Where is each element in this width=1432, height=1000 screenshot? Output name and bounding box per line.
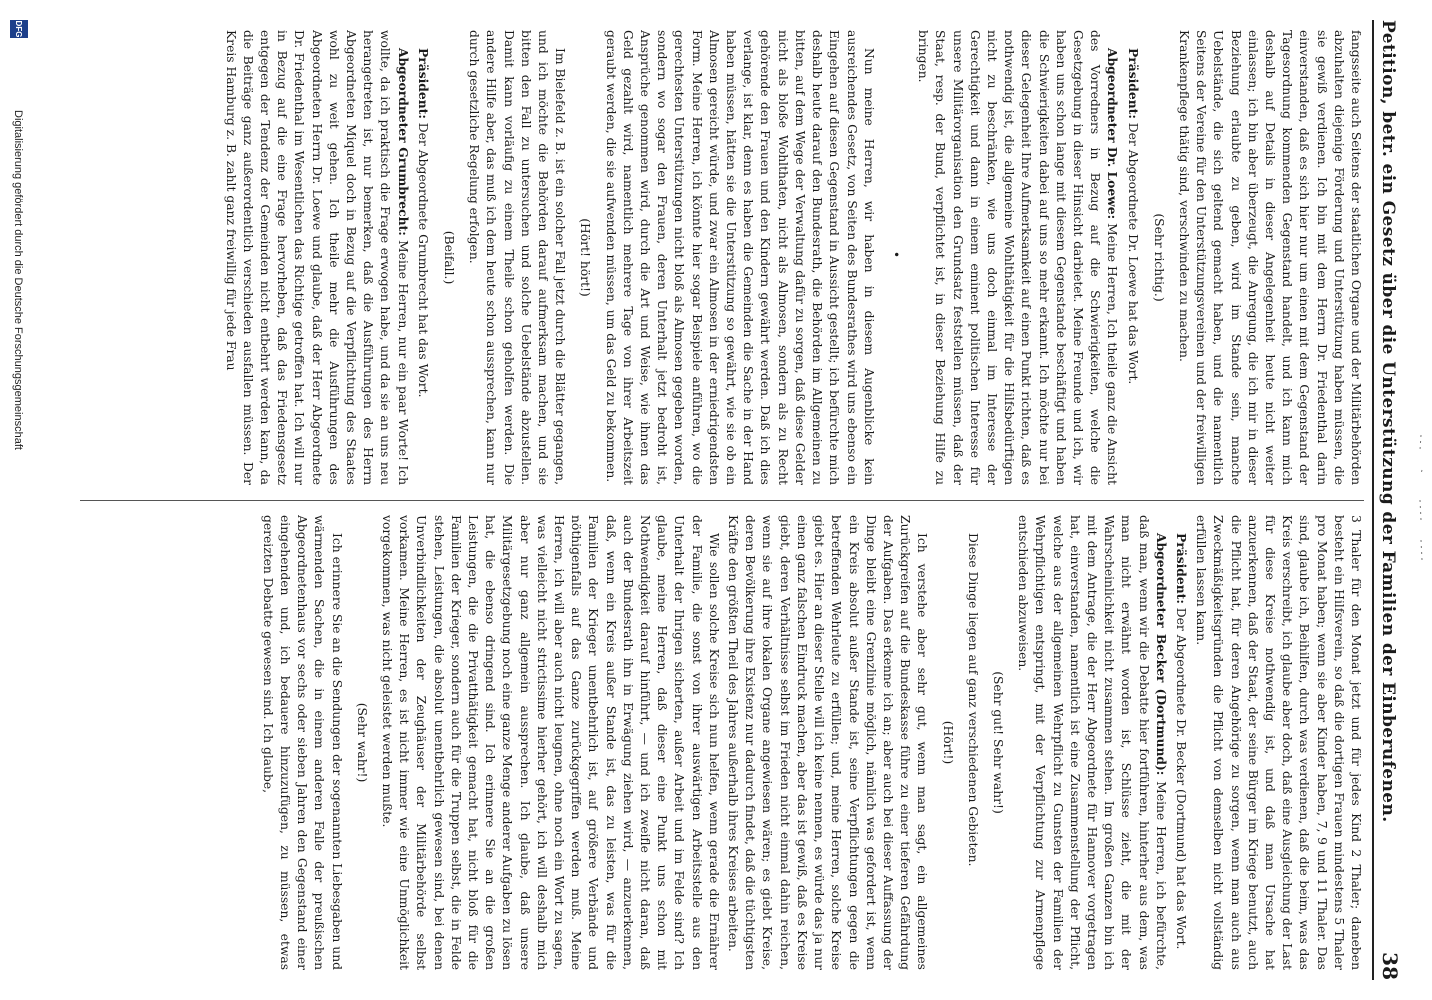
running-title: Petition, betr. ein Gesetz über die Unterstützung der Familien der Einberufenen. <box>1378 20 1398 823</box>
body-paragraph: Im Bielefeld z. B. ist ein solcher Fall jetzt durch die Blätter gegangen, und ich möchte die Behörden darauf aufmerksam machen, und sie bitten den Fall zu untersuchen und solche Uebelstände abzustellen. Damit kann vorläufig zu einem Theile schon geholfen werden. Die andere Hilfe aber, das muß ich dem heute schon aussprechen, kann nur durch gesetzliche Regelung erfolgen. <box>467 30 568 485</box>
speech-paragraph <box>1014 515 1170 970</box>
speech-text: Meine Herren, nur ein paar Worte! Ich wollte, da ich praktisch die Frage erwogen habe, und da sie an uns neu herangetreten ist, nur bemerken, daß die Ausführungen des Herrn Abgeordneten Miquel doch in Bezug auf die Verpflichtung des Staates wohl zu weit gehen. Ich theile mehr die Ausführungen des Abgeordneten Herrn Dr. Loewe und glaube, daß der Herr Abgeordnete Dr. Friedenthal im Wesentlichen das Richtige getroffen hat. Ich will nur in Bezug auf die eine Frage hervorheben, daß das Friedensgesetz entgegen der Tendenz der Gemeinden nicht entbehrt werden kann, da die Beiträge ganz außerordentlich verschieden ausfallen müssen. Der Kreis Hamburg z. B. zahlt ganz freiwillig für jede Frau <box>223 30 410 485</box>
interjection: (Sehr richtig.) <box>1151 213 1166 302</box>
speech-text: Meine Herren, Ich theile ganz die Ansicht des Vorredners in Bezug auf die Schwierigkeiten, welche die Gesetzgebung in dieser Hinsicht darbietet. Meine Freunde und ich, wir haben uns schon lange mit diesem Gegenstande beschäftigt und haben die Schwierigkeiten dabei auf uns so mehr erkannt. Ich möchte nur bei dieser Gelegenheit Ihre Aufmerksamkeit auf einen Punkt richten, daß es nothwendig ist, die allgemeine Wohlthätigkeit für die Hilfsbedürftigen nicht zu beschränken, wie uns doch einmal im Interesse der Gerechtigkeit und dann in einem eminent politischen Interesse für unsere Militärorganisation den Grundsatz feststellen müssen, daß der Staat, resp. der Bund, verpflichtet ist, in dieser Beziehung Hilfe zu bringen. <box>916 30 1120 485</box>
column-divider <box>80 500 1364 501</box>
scan-artifact <box>1416 430 1426 570</box>
page-header <box>1372 20 1408 980</box>
speech-text: Der Abgeordnete Dr. Loewe hat das Wort. <box>1125 118 1140 385</box>
body-paragraph: 3 Thaler für den Monat jetzt und für jedes Kind 2 Thaler; daneben besteht ein Hilfsverein, so daß die dortigen Frauen mindestens 5 Thaler pro Monat haben; wenn sie aber Kinder haben, 7, 9 und 11 Thaler. Das sind, glaube ich, Beihilfen, durch was verdienen, daß die beim, was das Kreis verschreibt, ich glaube aber doch, daß eine Ausgleichung der Last für diese Kreise nothwendig ist, und daß man Ursache hat anzuerkennen, daß der Staat, der seine Bürger im Kriege benutzt, auch die Pflicht hat, für deren Angehörige zu sorgen, wenn man auch aus Zweckmäßigkeitsgründen die Pflicht von demselben nicht vollständig erfüllen lassen kann. <box>1194 515 1363 970</box>
interjection: (Hört! hört!) <box>578 218 593 297</box>
speaker-name: Präsident: <box>1125 48 1141 119</box>
speaker-name: Abgeordneter Dr. Loewe: <box>1105 48 1121 220</box>
speech-paragraph <box>1172 515 1190 970</box>
body-paragraph: Diese Dinge liegen auf ganz verschiedenen Gebieten. <box>965 533 980 867</box>
interjection: (Sehr gut! Sehr wahr!) <box>990 671 1005 814</box>
speech-paragraph <box>221 30 411 485</box>
speaker-name: Präsident: <box>415 48 431 119</box>
dfg-logo: DFG <box>10 20 28 38</box>
speech-paragraph <box>914 30 1121 485</box>
interjection: (Hört!) <box>940 720 955 765</box>
speech-paragraph <box>414 30 432 485</box>
speaker-name: Präsident: <box>1173 533 1189 604</box>
right-text-column <box>80 515 1364 970</box>
speaker-name: Abgeordneter Becker (Dortmund): <box>1153 533 1169 776</box>
speaker-name: Abgeordneter Grumbrecht: <box>395 48 411 236</box>
body-paragraph: Wie sollen solche Kreise sich nun helfen, wenn gerade die Ernährer der Familie, die sonst von ihrer auswärtigen Arbeitsstelle aus den Unterhalt der Ihrigen sicherten, außer Arbeit und im Felde sind? Ich glaube, meine Herren, daß dieser eine Punkt uns schon mit Nothwendigkeit darauf hinführt, — und ich zweifle nicht daran, daß auch der Bundesrath ihn in Erwägung ziehen wird, — anzuerkennen, daß, wenn ein Kreis außer Stande ist, das zu leisten, was für die Familien der Krieger unentbehrlich ist, auf größere Verbände und nöthigenfalls auf das Ganze zurückgegriffen werden muß. Meine Herren, ich will aber auch nicht leugnen, ohne noch ein Wort zu sagen, was vielleicht nicht strictissime hierher gehört, ich will deshalb mich aber nur ganz allgemein aussprechen. Ich glaube, daß unsere Militärgesetzgebung noch eine ganze Menge anderer Aufgaben zu lösen hat, die ebenso dringend sind. Ich erinnere Sie an die großen Leistungen, die die Privatthätigkeit gemacht hat, nicht bloß für die Familien der Krieger, sondern auch für die Truppen selbst, die in Felde stehen, Leistungen, die absolut unentbehrlich gewesen sind, bei denen Unverbindlichkeiten der Zeughäuser der Militärbehörde selbst vorkamen. Meine Herren, es ist nicht immer wie eine Unmöglichkeit vorgekommen, was nicht geleistet werden mußte. <box>380 515 721 970</box>
section-mark: • <box>888 250 903 265</box>
body-paragraph: Ich verstehe aber sehr gut, wenn man sagt, ein allgemeines Zurückgreifen auf die Bundeskasse führe zu einer tieferen Gefährdung der Aufgaben. Das erkenne ich an; aber auch bei dieser Auffassung der Dinge bleibt eine Grenzlinie möglich, nämlich was gefordert ist, wenn ein Kreis absolut außer Stande ist, seine Verpflichtungen gegen die betreffenden Wehrleute zu erfüllen; und, meine Herren, solche Kreise giebt es. Hier an dieser Stelle will ich keine nennen, es würde das ja nur einen ganz falschen Eindruck machen, aber das ist gewiß, daß es Kreise giebt, deren Verhältnisse selbst im Frieden nicht einmal dahin reichen, wenn sie auf ihre lokalen Organe angewiesen wären; es giebt Kreise, deren Bevölkerung ihre Existenz nur dadurch findet, daß die tüchtigsten Kräfte den größten Theil des Jahres außerhalb ihres Kreises arbeiten. <box>726 515 930 970</box>
speech-text: Der Abgeordnete Grumbrecht hat das Wort. <box>415 118 430 398</box>
speech-text: Der Abgeordnete Dr. Becker (Dortmund) hat das Wort. <box>1173 603 1188 950</box>
interjection: (Sehr wahr!) <box>354 702 369 783</box>
interjection: (Beifall.) <box>442 230 457 285</box>
body-paragraph: fangsseite auch Seitens der staatlichen Organe und der Militärbehörden abzuhalten diejenige Förderung und Unterstützung haben müssen, die sie gewiß verdienen. Ich bin mit dem Herrn Dr. Friedenthal darin einverstanden, daß es sich hier nur um einen mit dem Gegenstand der Tagesordnung kommenden Gegenstand handelt, und ich kann mich deshalb auf Details in dieser Angelegenheit heute nicht weiter einlassen; ich bin aber überzeugt, die Anregung, die ich mir in dieser Beziehung erlaubte zu geben, wird im Stande sein, manche Uebelstände, die sich geltend gemacht haben, und die namentlich Seitens der Vereine für den Unterstützungsvereinen und der freiwilligen Krankenpflege thätig sind, verschwinden zu machen. <box>1176 30 1363 485</box>
body-paragraph: Ich erinnere Sie an die Sendungen der sogenannten Liebesgaben und wärmenden Sachen, die in einem anderen Falle der preußischen Abgeordnetenhaus vor sechs oder sieben Jahren den Gegenstand einer eingehenden und, ich bedauere hinzuzufügen, zu müssen, etwas gereizten Debatte gewesen sind. Ich glaube, <box>260 515 344 970</box>
speech-paragraph <box>1123 30 1141 485</box>
page-number: 38 <box>1378 952 1402 980</box>
speech-text: Meine Herren, ich befürchte, daß man, wenn wir die Debatte hier fortführen, hinterher aus dem, was man nicht erwähnt worden ist, Schlüsse zieht, die mit der Wahrscheinlichkeit nicht zusammen stehen. Im großen Ganzen bin ich mit dem Antrage, die der Herr Abgeordnete für Hannover vorgetragen hat, einverstanden, namentlich ist eine Zusammenstellung der Pflicht, welche aus der allgemeinen Wehrpflicht zu Gunsten der Familien der Wehrpflichtigen entspringt, mit der Verpflichtung zur Armenpflege entschieden abzuweisen. <box>1016 515 1168 970</box>
left-text-column <box>80 30 1364 485</box>
body-paragraph: Nun meine Herren, wir haben in diesem Augenblicke kein ausreichendes Gesetz, von Seiten des Bundesrathes wird uns ebenso ein Eingehen auf diesen Gegenstand in Aussicht gestellt; ich befürchte mich deshalb heute darauf den Bundesrath, die Behörden im Allgemeinen zu bitten, auf dem Wege der Verwaltung dafür zu sorgen, daß diese Gelder nicht als bloße Wohlthaten, nicht als Almosen, sondern als zu Recht gehörende den Frauen und den Kindern gewährt werden. Daß ich dies verlange, ist klar, denn es haben die Gemeinden die Sache in der Hand haben müssen, hätten sie die Unterstützung so gewährt, wie sie ob ein Almosen gereicht würde, und zwar ein Almosen in der erniedrigendsten Form. Meine Herren, ich könnte hier sogar Beispiele anführen, wo die gerechtesten Unterstützungen nicht bloß als Almosen gegeben worden, sondern wo sogar den Frauen, deren Unterhalt jetzt bedroht ist, Ansprüche genommen wird, durch die Art und Weise, wie ihnen das Geld gezahlt wird, namentlich mehrere Tage von ihrer Arbeitszeit geraubt werden, die sie aufwenden müssen, um das Geld zu bekommen. <box>603 30 876 485</box>
digitization-note: Digitalisierung gefördert durch die Deutsche Forschungsgemeinschaft <box>12 110 24 450</box>
